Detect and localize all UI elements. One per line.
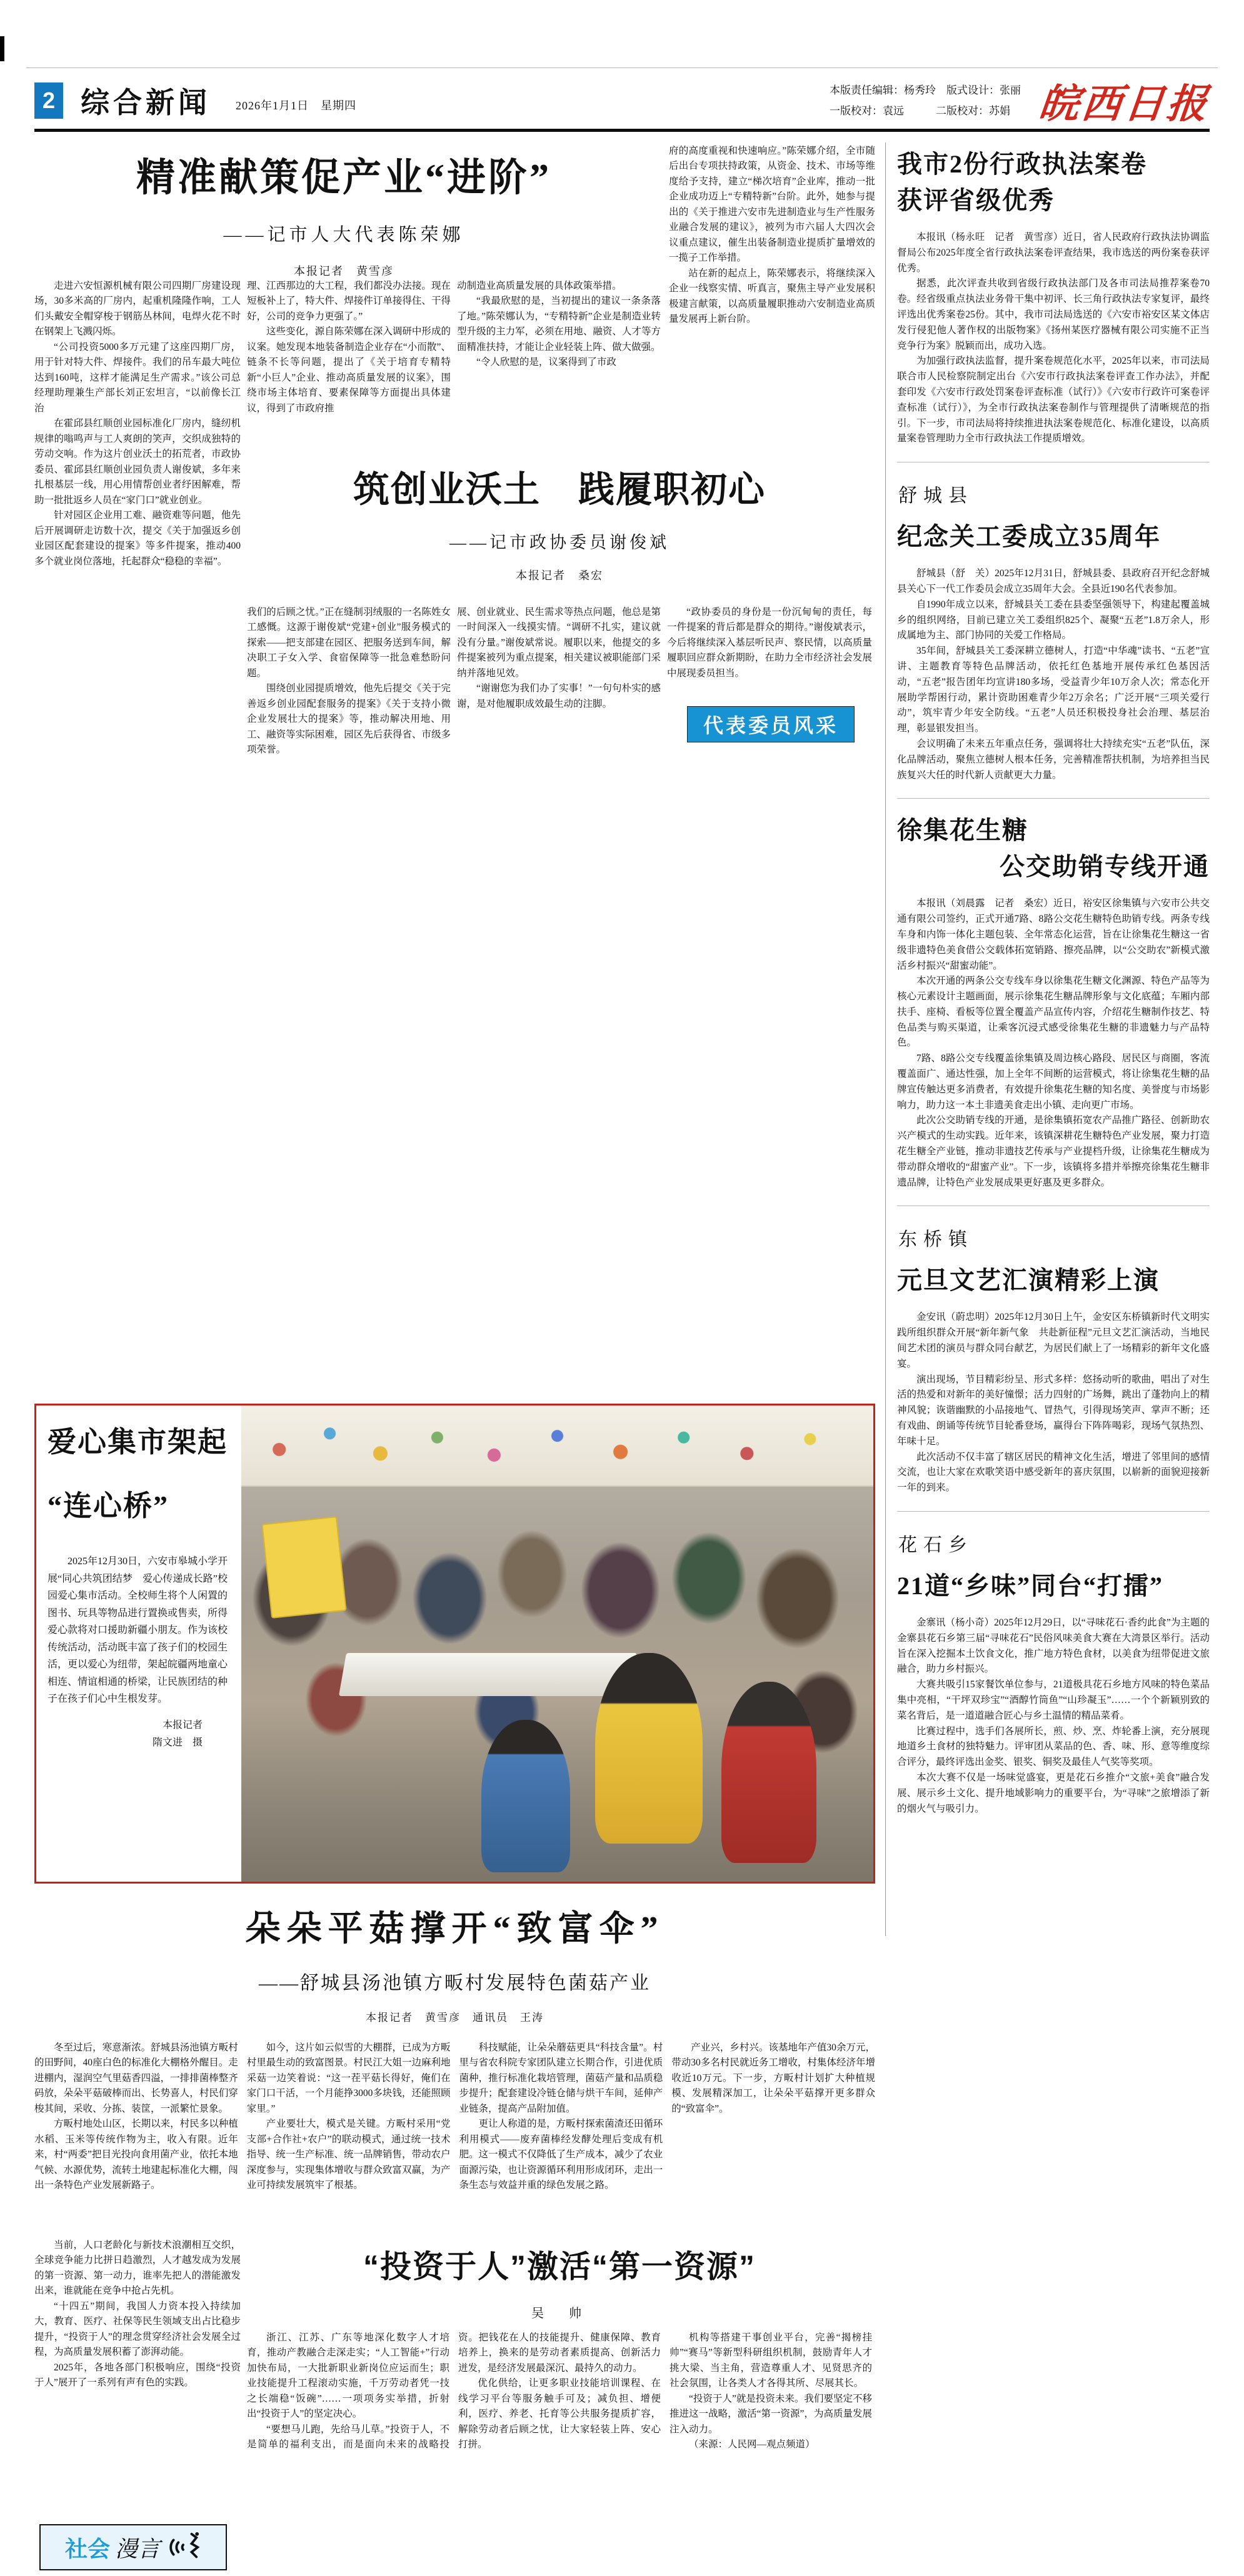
commentary-author: 吴 帅 (531, 2307, 588, 2320)
photo-story-title-line1: 爱心集市架起 (48, 1426, 228, 1458)
sidebar-kicker: 东桥镇 (898, 1229, 973, 1251)
photo-story-title (48, 1428, 228, 1520)
body-paragraph: 本次开通的两条公交专线车身以徐集花生糖文化渊源、特色产品等为核心元素设计主题画面，展示徐集花生糖品牌形象与文化底蕴；车厢内部扶手、座椅、看板等位置全覆盖产品宣传内容，介绍花生糖制作技艺、特色品类与购买渠道，让乘客沉浸式感受徐集花生糖的非遗魅力与产品特色。 (897, 976, 1210, 1049)
commentary-source: （来源：人民网—观点频道） (689, 2439, 815, 2450)
body-paragraph: 动制造业高质量发展的具体政策举措。 (457, 281, 622, 291)
sidebar-article-title: 我市2份行政执法案卷 获评省级优秀 (897, 150, 1147, 214)
photo-credit-line2: 隋文进 摄 (152, 1737, 203, 1749)
body-paragraph: 这些变化，源自陈荣娜在深入调研中形成的议案。她发现本地装备制造企业存在“小而散”、链条不长等问题，提出了《关于培育专精特新“小巨人”企业、推动高质量发展的议案》，围绕市场主体培育、要素保障等方面提出具体建议，得到了市政府推 (247, 326, 451, 414)
mushroom-title: 朵朵平菇撑开“致富伞” (245, 1910, 665, 1949)
photo-figure (721, 1682, 816, 1863)
editors-block (830, 80, 1021, 121)
representatives-badge: 代表委员风采 (687, 706, 855, 742)
section-title: 综合新闻 (81, 86, 211, 119)
body-paragraph: “令人欣慰的是，议案得到了市政 (476, 357, 616, 368)
body-paragraph: 大赛共吸引15家餐饮单位参与，21道极具花石乡地方风味的特色菜品集中亮相，“干坪双珍宝”“酒醇竹筒鱼”“山珍凝玉”……一个个新颖别致的菜名背后，是一道道融合匠心与乡土温情的精品菜肴。 (897, 1679, 1210, 1721)
photo-story-text (36, 1405, 241, 1882)
body-paragraph: “投资于人”就是投资未来。我们要坚定不移推进这一战略，激活“第一资源”，为高质量发展注入动力。 (670, 2393, 872, 2435)
mushroom-article (34, 1892, 875, 2233)
sidebar-kicker: 花石乡 (898, 1535, 973, 1556)
article1-subtitle: ——记市人大代表陈荣娜 (223, 225, 464, 245)
body-paragraph: 为加强行政执法监督，提升案卷规范化水平，2025年以来，市司法局联合市人民检察院制定出台《六安市行政执法案卷评查工作办法》，并配套印发《六安市行政处罚案卷评查标准（试行）》《六安市行政许可案卷评查标准（试行）》，为全市行政执法案卷制作与管理提供了清晰规范的指引。下一步，市司法局将持续推进执法案卷规范化、标准化建设，以高质量案卷管理助力全市行政执法工作提质增效。 (897, 356, 1210, 444)
main-content (34, 142, 875, 2562)
article1-byline: 本报记者 黄雪彦 (294, 265, 394, 277)
body-paragraph: 本次大赛不仅是一场味觉盛宴，更是花石乡推介“文旅+美食”融合发展、展示乡土文化、提升地域影响力的重要平台，为“寻味”之旅增添了新的烟火气与吸引力。 (897, 1772, 1210, 1814)
print-bleed-mark (0, 36, 4, 61)
body-paragraph: “谢谢您为我们办了实事！”一句句朴实的感谢，是对他履职成效最生动的注脚。 (457, 683, 661, 709)
body-paragraph: 据悉，此次评查共收到省级行政执法部门及各市司法局推荐案卷70卷。经省级重点执法业务骨干集中初评、长三角行政执法专家复评，最终评选出优秀案卷25份。其中，我市司法局选送的《六安市裕安区某文体店发行侵犯他人著作权的出版物案》《扬州某医疗器械有限公司实施不正当竞争行为案》脱颖而出，成功入选。 (897, 278, 1210, 351)
article1-column-right (669, 144, 875, 449)
body-paragraph: 金寨讯（杨小奇）2025年12月29日，以“寻味花石·香约此食”为主题的金寨县花石乡第三届“寻味花石”民俗风味美食大赛在大湾景区举行。活动旨在深入挖掘本土饮食文化，推广地方特色食材，以美食为纽带促进文旅融合，助力乡村振兴。 (897, 1617, 1210, 1675)
body-paragraph: 此次活动不仅丰富了辖区居民的精神文化生活，增进了邻里间的感情交流，也让大家在欢歌笑语中感受新年的喜庆氛围，以崭新的面貌迎接新一年的到来。 (897, 1451, 1210, 1494)
body-paragraph: 在霍邱县红顺创业园标准化厂房内，缝纫机规律的嗡鸣声与工人爽朗的笑声，交织成独特的劳动交响。作为这片创业沃土的拓荒者，市政协委员、霍邱县红顺创业园负责人谢俊斌，多年来扎根基层一线，用心用情帮创业者纾困解难，帮助一批批返乡人员在“家门口”就业创业。 (34, 418, 241, 506)
body-paragraph: 冬至过后，寒意渐浓。舒城县汤池镇方畈村的田野间，40座白色的标准化大棚格外醒目。走进棚内，湿润空气里菇香四溢，一排排菌棒整齐码放，朵朵平菇破棒而出、长势喜人，村民们穿梭其间，采收、分拣、装筐，一派繁忙景象。 (34, 2042, 238, 2114)
masthead-logo: 皖西日报 (1036, 82, 1212, 126)
article2-column4 (667, 605, 872, 700)
sidebar-article-body (897, 1310, 1210, 1496)
article1-headline-block (34, 146, 653, 279)
sidebar-article-body (897, 1615, 1210, 1817)
body-paragraph: 浙江、江苏、广东等地深化数字人才培育，推动产教融合走深走实；“人工智能+”行动加快布局，一大批新职业新岗位应运而生；职业技能提升工程滚动实施，千万劳动者凭一技之长端稳“饭碗”……一项项务实举措，折射出“投资于人”的坚定决心。 (247, 2332, 449, 2420)
top-articles-section (34, 142, 875, 771)
sidebar-article-dongqiao (897, 1216, 1210, 1505)
sidebar (885, 142, 1210, 1936)
body-paragraph: 产业兴，乡村兴。该基地年产值30余万元，带动30多名村民就近务工增收，村集体经济年增收近10万元。下一步，方畈村计划扩大种植规模、发展精深加工，让朵朵平菇撑开更多群众的“致富伞”。 (671, 2042, 875, 2114)
body-paragraph: 金安讯（蔚忠明）2025年12月30日上午，金安区东桥镇新时代文明实践所组织群众开展“新年新气象 共赴新征程”元旦文艺汇演活动，当地民间艺术团的演员与群众同台献艺，为居民们献上了一场精彩的新年文化盛宴。 (897, 1312, 1210, 1369)
commentary-body (247, 2330, 872, 2573)
article2-title: 筑创业沃土 践履职初心 (353, 469, 766, 510)
article2-column2 (247, 605, 451, 766)
photo-credit-line1: 本报记者 (162, 1719, 203, 1730)
photo-story-box (34, 1404, 875, 1884)
body-paragraph: 如今，这片如云似雪的大棚群，已成为方畈村里最生动的致富图景。村民江大姐一边麻利地采菇一边笑着说：“这一茬平菇长得好，俺们在家门口干活，一个月能挣3000多块钱，还能照顾家里。” (246, 2042, 451, 2114)
photo-figure (481, 1720, 570, 1872)
page-header (34, 75, 1210, 126)
sidebar-article-title: 元旦文艺汇演精彩上演 (897, 1266, 1160, 1295)
body-paragraph: 自1990年成立以来，舒城县关工委在县委坚强领导下，构建起覆盖城乡的组织网络，目前已建立关工委组织825个、凝聚“五老”1.8万余人，形成属地为主、部门协同的关爱工作格局。 (897, 599, 1210, 641)
sidebar-article-lawcases (897, 142, 1210, 456)
body-paragraph: 此次公交助销专线的开通，是徐集镇拓宽农产品推广路径、创新助农兴产模式的生动实践。近年来，该镇深耕花生糖特色产业发展，聚力打造花生糖全产业链，推动非遗技艺传承与产业提档升级，让徐集花生糖成为带动群众增收的“甜蜜产业”。下一步，该镇将多措并举擦亮徐集花生糖非遗品牌，让特色产业发展成果更好惠及更多群众。 (897, 1115, 1210, 1188)
page-number: 2 (34, 82, 63, 119)
sidebar-article-body (897, 896, 1210, 1191)
body-paragraph: 理、江西那边的大工程，我们都没办法接。现在短板补上了，特大件、焊接件订单接得住、干得好，公司的竞争力更强了。” (247, 281, 451, 322)
social-cartoon-badge (39, 2524, 227, 2570)
body-paragraph: 本报讯（刘晨露 记者 桑宏）近日，裕安区徐集镇与六安市公共交通有限公司签约，正式开通7路、8路公交花生糖特色助销专线。两条专线车身和内饰一体化主题包装、全年常态化运营，旨在让徐集花生糖这一省级非遗特色美食借公交载体拓宽销路、擦亮品牌，以“公交助农”新模式激活乡村振兴“甜蜜动能”。 (897, 898, 1210, 971)
mushroom-byline: 本报记者 黄雪彦 通讯员 王涛 (366, 2012, 544, 2024)
article1-column3 (457, 279, 661, 452)
body-paragraph: “十四五”期间，我国人力资本投入持续加大，教育、医疗、社保等民生领域支出占比稳步提升，“投资于人”的理念贯穿经济社会发展全过程，为高质量发展积蓄了澎湃动能。 (34, 2300, 241, 2358)
body-paragraph: 机构等搭建干事创业平台，完善“揭榜挂帅”“赛马”等新型科研组织机制，鼓励青年人才挑大梁、当主角，营造尊重人才、见贤思齐的社会氛围，让各类人才各得其所、尽展其长。 (670, 2332, 872, 2389)
body-paragraph: 针对园区企业用工难、融资难等问题，他先后开展调研走访数十次，提交《关于加强返乡创业园区配套建设的提案》等多件提案，推动400多个就业岗位落地，托起群众“稳稳的幸福”。 (34, 510, 241, 567)
editors-line1: 本版责任编辑：杨秀玲 版式设计：张丽 (830, 84, 1021, 96)
body-paragraph: 优化供给，让更多职业技能培训课程、在线学习平台等服务触手可及；减负担、增便利，医疗、养老、托育等公共服务提质扩容，解除劳动者后顾之忧，让大家轻装上阵、安心打拼。 (458, 2378, 661, 2450)
body-paragraph: “政协委员的身份是一份沉甸甸的责任，每一件提案的背后都是群众的期待。”谢俊斌表示，今后将继续深入基层听民声、察民情，以高质量履职回应群众新期盼，在助力全市经济社会发展中展现委员担当。 (667, 607, 872, 679)
body-paragraph: 我们的后顾之忧。”正在缝制羽绒服的一名陈姓女工感慨。这源于谢俊斌“党建+创业”服务模式的探索——把支部建在园区、把服务送到车间，解决职工子女入学、食宿保障等一批急难愁盼问题。 (247, 607, 451, 679)
body-paragraph: “要想马儿跑，先给马儿草。”投资于人，不是简单的福利支出，而是面向未来的战略投资。把钱花在人的技能提升、健康保障、教育培养上，换来的是劳动者素质提高、创新活力迸发，是经济发展最深沉、最持久的动力。 (247, 2332, 661, 2450)
article2-byline: 本报记者 桑宏 (516, 569, 603, 582)
body-paragraph: 7路、8路公交专线覆盖徐集镇及周边核心路段、居民区与商圈，客流覆盖面广、通达性强，加上全年不间断的运营模式，将让徐集花生糖的品牌宣传触达更多消费者，有效提升徐集花生糖的知名度、美誉度与市场影响力，助力这一本土非遗美食走出小镇、走向更广市场。 (897, 1053, 1210, 1111)
sidebar-article-peanutcandy (897, 809, 1210, 1199)
body-paragraph: 当前，人口老龄化与新技术浪潮相互交织，全球竞争能力比拼日趋激烈，人才越发成为发展的第一资源、第一动力，谁率先把人的潜能激发出来，谁就能在竞争中抢占先机。 (34, 2240, 241, 2297)
cartoon-badge-label-script: 漫言 (115, 2536, 161, 2562)
article2-column3 (457, 605, 661, 766)
body-paragraph: 科技赋能，让朵朵蘑菇更具“科技含量”。村里与省农科院专家团队建立长期合作，引进优质菌种，推行标准化栽培管理，菌菇产量和品质稳步提升；配套建设冷链仓储与烘干车间，延伸产业链条，提高产品附加值。 (459, 2042, 663, 2114)
body-paragraph: 围绕创业园提质增效，他先后提交《关于完善返乡创业园配套服务的提案》《关于支持小微企业发展壮大的提案》等，推动解决用地、用工、融资等实际困难，园区先后获得省、市级多项荣誉。 (247, 683, 451, 756)
sidebar-article-title: 纪念关工委成立35周年 (897, 522, 1161, 551)
body-paragraph: 会议明确了未来五年重点任务，强调将壮大持续充实“五老”队伍，深化品牌活动，聚焦立德树人根本任务，完善精准帮扶机制，为培养担当民族复兴大任的时代新人贡献更大力量。 (897, 738, 1210, 781)
publication-date: 2026年1月1日 星期四 (236, 99, 356, 112)
mushroom-body (34, 2040, 875, 2235)
body-paragraph: 站在新的起点上，陈荣娜表示，将继续深入企业一线察实情、听真言，聚焦主导产业发展积极建言献策，以高质量履职推动六安制造业高质量发展再上新台阶。 (669, 267, 875, 325)
photo-credit (48, 1717, 228, 1753)
sidebar-article-shucheng (897, 472, 1210, 792)
commentary-column1 (34, 2238, 241, 2513)
body-paragraph: “公司投资5000多万元建了这座四期厂房，用于针对特大件、焊接件。我们的吊车最大吨位达到160吨，这样才能满足生产需求。”该公司总经理助理兼生产部长刘正宏坦言，“以前像长江治 (34, 341, 241, 414)
commentary-article (34, 2235, 875, 2576)
article1-column2 (247, 279, 451, 452)
body-paragraph: 比赛过程中，选手们各展所长，煎、炒、烹、炸轮番上演，充分展现地道乡土食材的独特魅力。评审团从菜品的色、香、味、形、意等维度综合评分，最终评选出金奖、银奖、铜奖及最佳人气奖等奖项。 (897, 1725, 1210, 1768)
body-paragraph: 展、创业就业、民生需求等热点问题，他总是第一时间深入一线摸实情。“调研不扎实，建议就没有分量。”谢俊斌常说。履职以来，他提交的多件提案被列为重点提案，相关建议被职能部门采纳并落地见效。 (457, 607, 661, 679)
sidebar-article-body (897, 566, 1210, 783)
commentary-headline-block (247, 2242, 872, 2321)
sidebar-divider (897, 1511, 1210, 1512)
photo-figure (595, 1653, 703, 1844)
photo-table (339, 1653, 637, 1696)
sidebar-kicker: 舒城县 (898, 486, 973, 507)
photo-sign (262, 1516, 348, 1619)
body-paragraph: 更让人称道的是，方畈村探索菌渣还田循环利用模式——废弃菌棒经发酵处理后变成有机肥。这一模式不仅降低了生产成本，减少了农业面源污染，也让资源循环利用形成闭环，走出一条生态与效益并重的绿色发展之路。 (459, 2119, 663, 2191)
editors-line2: 一版校对：袁远 二版校对：苏娟 (830, 105, 1010, 117)
body-paragraph: “我最欣慰的是，当初提出的建议一条条落了地。”陈荣娜认为，“专精特新”企业是制造业转型升级的主力军，必须在用地、融资、人才等方面精准扶持，才能让企业轻装上阵、做大做强。 (457, 296, 661, 352)
body-paragraph: 府的高度重视和快速响应。”陈荣娜介绍，全市随后出台专项扶持政策，从资金、技术、市场等维度给予支持，建立“梯次培育”企业库，推动一批企业成功迈上“专精特新”台阶。此外，她参与提出的《关于推进六安市先进制造业与生产性服务业融合发展的建议》，被列为市六届人大四次会议重点建议，催生出装备制造业提质扩量增效的一揽子工作举措。 (669, 146, 875, 264)
sidebar-article-huashi (897, 1522, 1210, 1825)
photo-caption: 2025年12月30日，六安市皋城小学开展“同心共筑团结梦 爱心传递成长路”校园爱心集市活动。全校师生将个人闲置的图书、玩具等物品进行置换或售卖，所得爱心款将对口援助新疆小朋友。作为该校传统活动，活动既丰富了孩子们的校园生活，更以爱心为纽带，架起皖疆两地童心相连、情谊相通的桥梁，让民族团结的种子在孩子们心中生根发芽。 (48, 1556, 228, 1705)
commentary-title: “投资于人”激活“第一资源” (363, 2249, 756, 2284)
sidebar-article-title: 徐集花生糖 公交助销专线开通 (897, 816, 1210, 881)
body-paragraph: 走进六安恒源机械有限公司四期厂房建设现场，30多米高的厂房内，起重机隆隆作响，工人们头戴安全帽穿梭于钢筋丛林间，电焊火花不时在钢架上飞溅闪烁。 (34, 281, 241, 337)
header-rule (34, 129, 1210, 132)
body-paragraph: 产业要壮大，模式是关键。方畈村采用“党支部+合作社+农户”的联动模式，通过统一技术指导、统一生产标准、统一品牌销售，带动农户深度参与，实现集体增收与群众致富双赢，为产业可持续发展筑牢了根基。 (246, 2119, 451, 2191)
article2-subtitle: ——记市政协委员谢俊斌 (449, 533, 670, 552)
sidebar-divider (897, 798, 1210, 799)
body-paragraph: 本报讯（杨永旺 记者 黄雪彦）近日，省人民政府行政执法协调监督局公布2025年度全省行政执法案卷评查结果，我市选送的两份案卷获评优秀。 (897, 232, 1210, 274)
body-paragraph: 演出现场，节目精彩纷呈、形式多样：悠扬动听的歌曲，唱出了对生活的热爱和对新年的美好憧憬；活力四射的广场舞，跳出了蓬勃向上的精神风貌；诙谐幽默的小品接地气、冒热气，引得现场笑声、掌声不断；还有戏曲、朗诵等传统节目轮番登场，赢得台下阵阵喝彩，现场气氛热烈、年味十足。 (897, 1374, 1210, 1447)
speaking-face-icon (165, 2530, 201, 2564)
sidebar-article-body (897, 230, 1210, 447)
article2-headline-block (247, 460, 872, 583)
left-text-strip (34, 279, 241, 767)
cartoon-badge-label-blue: 社会 (64, 2535, 110, 2562)
photo-banner (241, 1405, 873, 1487)
mushroom-subtitle: ——舒城县汤池镇方畈村发展特色菌菇产业 (259, 1973, 651, 1994)
body-paragraph: 舒城县（舒 关）2025年12月31日，舒城县委、县政府召开纪念舒城县关心下一代工作委员会成立35周年大会。全县近190名代表参加。 (897, 568, 1210, 594)
top-hairline (26, 67, 1218, 68)
photo-story-title-line2: “连心桥” (48, 1490, 169, 1522)
body-paragraph: 2025年，各地各部门积极响应，围绕“投资于人”展开了一系列有声有色的实践。 (34, 2362, 241, 2389)
news-photo (241, 1405, 873, 1882)
body-paragraph: 方畈村地处山区，长期以来，村民多以种植水稻、玉米等传统作物为主，收入有限。近年来，村“两委”把目光投向食用菌产业，依托本地气候、水源优势，流转土地建起标准化大棚，闯出一条特色产业发展新路子。 (34, 2119, 238, 2191)
article1-title: 精准献策促产业“进阶” (136, 157, 551, 199)
sidebar-article-title: 21道“乡味”同台“打擂” (897, 1572, 1163, 1600)
body-paragraph: 35年间，舒城县关工委深耕立德树人，打造“中华魂”读书、“五老”宣讲、主题教育等特色品牌活动，依托红色基地开展传承红色基因活动，“五老”报告团年均宣讲180多场，受益青少年10万余人次；常态化开展助学帮困行动，累计资助困难青少年2万余名；广泛开展“三项关爱行动”，筑牢青少年安全防线。“五老”人员还积极投身社会治理、基层治理，彰显银发担当。 (897, 646, 1210, 734)
